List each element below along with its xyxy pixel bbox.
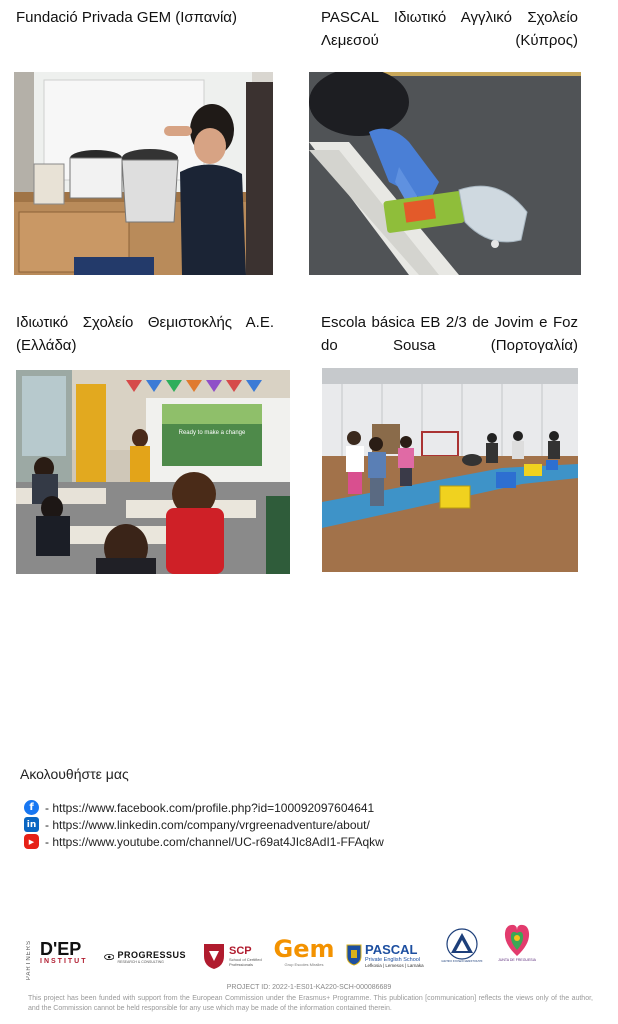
social-link-facebook[interactable] (24, 800, 374, 815)
logo-progressus (104, 944, 186, 970)
caption-pascal-cyprus: PASCAL Ιδιωτικό Αγγλικό Σχολείο Λεμεσού (Κύπρος) (321, 9, 578, 49)
themistoklis-logo-sub: ΙΔΙΩΤΙΚΟ ΣΧΟΛΕΙΟ ΘΕΜΙΣΤΟΚΛΗΣ (441, 960, 483, 963)
themistoklis-triangle-icon (444, 928, 480, 960)
logo-dep-institut (40, 940, 96, 972)
logo-pascal (346, 938, 436, 972)
dep-logo-main: D'EP (40, 939, 82, 959)
follow-us-heading: Ακολουθήστε μας (20, 766, 129, 782)
caption-jovim-portugal: Escola básica EB 2/3 de Jovim e Foz do Sousa (Πορτογαλία) (321, 314, 578, 354)
progressus-logo-main: PROGRESSUS (117, 950, 186, 960)
logo-themistoklis (440, 928, 484, 974)
pascal-crest-icon (346, 944, 362, 966)
pascal-logo-main: PASCAL (365, 941, 418, 957)
photo-gym-activity (322, 368, 578, 572)
project-id: PROJECT ID: 2022-1-ES01-KA220-SCH-000086689 (226, 984, 392, 991)
pascal-logo-sub: Private English School (365, 956, 421, 963)
youtube-icon[interactable]: ▶ (24, 834, 39, 849)
caption-gem-spain: Fundació Privada GEM (Ισπανία) (16, 9, 237, 26)
linkedin-link-text[interactable]: - https://www.linkedin.com/company/vrgreenadventure/about/ (45, 817, 370, 832)
erasmus-disclaimer: This project has been funded with support from the European Commission under the Erasmus+ Programme. This publication [communication] reflects the views only of the author, and the Commission cannot be held responsible for any use which may be made of the information contained therein. (28, 995, 593, 1012)
caption-themistoklis-greece: Ιδιωτικό Σχολείο Θεμιστοκλής Α.Ε.(Ελλάδα) (16, 314, 274, 354)
facebook-link-text[interactable]: - https://www.facebook.com/profile.php?id=100092097604641 (45, 800, 375, 815)
scp-shield-icon (202, 942, 226, 970)
gem-logo-sub: Grup Escoles Miralles (284, 962, 324, 967)
photo-classroom-projection (16, 370, 290, 574)
gem-logo-main: Gem (273, 935, 335, 963)
linkedin-icon[interactable]: in (24, 817, 39, 832)
pascal-logo-cities: Lefkosia | Lemesos | Larnaka (365, 962, 424, 968)
social-link-youtube[interactable] (24, 834, 384, 849)
partners-label: PARTNERS (26, 940, 32, 981)
logo-gem (272, 936, 336, 972)
photo-boy-recycling (14, 72, 273, 275)
social-link-linkedin[interactable] (24, 817, 370, 832)
youtube-link-text[interactable]: - https://www.youtube.com/channel/UC-r69at4JIc8AdI1-FFAqkw (45, 834, 384, 849)
facebook-icon[interactable]: f (24, 800, 39, 815)
jovim-heart-icon (502, 920, 532, 958)
jovim-logo-sub: JUNTA DE FREGUESIA (498, 958, 536, 962)
progressus-logo-sub: RESEARCH & CONSULTING (117, 960, 164, 964)
scp-logo-sub: School of Certified Professionals (229, 956, 262, 967)
logo-jovim (494, 920, 540, 974)
progressus-eye-icon (104, 950, 114, 964)
projected-slide-text: Ready to make a change (178, 430, 246, 436)
dep-logo-sub: INSTITUT (40, 958, 88, 965)
scp-logo-main: SCP (229, 944, 252, 957)
photo-gloved-hand-litter (309, 72, 581, 275)
logo-scp (202, 940, 264, 972)
